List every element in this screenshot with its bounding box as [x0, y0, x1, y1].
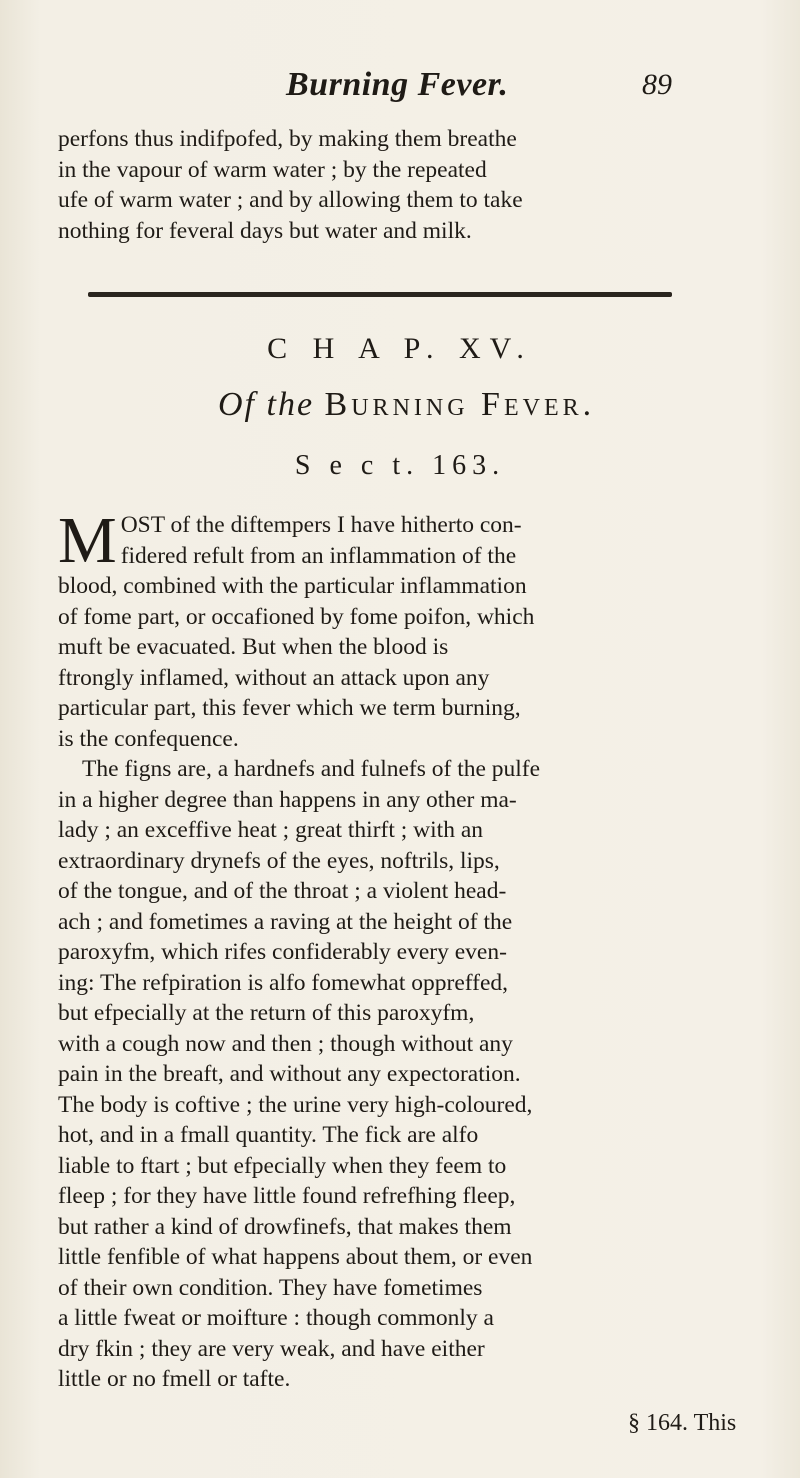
drop-cap: M	[58, 504, 117, 577]
text-line: little fenfible of what happens about them, or even	[58, 1244, 533, 1270]
text-line: in the vapour of warm water ; by the repeated	[58, 156, 487, 183]
text-line: fidered refult from an inflammation of the	[120, 542, 517, 569]
text-line: hot, and in a fmall quantity. The fick are alfo	[58, 1122, 479, 1148]
text-line: a little fweat or moifture : though commonly a	[58, 1305, 494, 1331]
text-line: of the tongue, and of the throat ; a violent head-	[58, 878, 507, 904]
section-divider	[88, 292, 672, 297]
text-line: paroxyfm, which rifes confiderably every even-	[58, 939, 507, 965]
page-number: 89	[642, 68, 672, 101]
text-line: particular part, this fever which we term burning,	[58, 695, 521, 721]
catchword: § 164. This	[628, 1410, 737, 1436]
body-text	[58, 504, 748, 1395]
text-line: but rather a kind of drowfinefs, that makes them	[58, 1213, 512, 1240]
text-line: fleep ; for they have little found refrefhing fleep,	[58, 1183, 516, 1209]
chapter-title	[218, 386, 595, 424]
text-line: little or no fmell or tafte.	[58, 1366, 291, 1392]
text-line: OST of the diftempers I have hitherto con-	[120, 512, 522, 538]
text-line: ufe of warm water ; and by allowing them to take	[58, 187, 523, 213]
running-title: Burning Fever.	[286, 66, 509, 103]
text-line: but efpecially at the return of this paroxyfm,	[58, 1000, 475, 1026]
text-line: of fome part, or occafioned by fome poifon, which	[58, 603, 535, 630]
text-line: extraordinary drynefs of the eyes, noftrils, lips,	[58, 847, 500, 874]
text-line: perfons thus indifpofed, by making them breathe	[58, 126, 517, 152]
text-line: lady ; an exceffive heat ; great thirft ; with an	[58, 817, 484, 843]
page-header	[0, 66, 800, 106]
text-line: ftrongly inflamed, without an attack upon any	[58, 664, 490, 691]
text-line: pain in the breaft, and without any expectoration.	[58, 1061, 521, 1087]
text-line: dry fkin ; they are very weak, and have either	[58, 1335, 485, 1362]
section-heading: S e c t. 163.	[294, 450, 506, 481]
text-line: The body is coftive ; the urine very high-coloured,	[58, 1091, 533, 1118]
chapter-title-main: Burning Fever.	[324, 386, 596, 423]
text-line: ach ; and fometimes a raving at the height of the	[58, 908, 513, 935]
text-line: with a cough now and then ; though without any	[58, 1030, 513, 1057]
text-line: nothing for feveral days but water and milk.	[58, 217, 472, 244]
text-line: liable to ftart ; but efpecially when they feem to	[58, 1152, 507, 1179]
text-line: The figns are, a hardnefs and fulnefs of the pulfe	[82, 756, 541, 782]
text-line: muft be evacuated. But when the blood is	[58, 634, 449, 660]
text-line: blood, combined with the particular inflammation	[58, 573, 527, 599]
text-line: ing: The refpiration is alfo fomewhat oppreffed,	[58, 969, 509, 996]
text-line: of their own condition. They have fometimes	[58, 1274, 483, 1301]
intro-paragraph	[58, 124, 748, 246]
text-line: in a higher degree than happens in any other ma-	[58, 786, 517, 813]
chapter-title-of: Of the	[218, 386, 315, 423]
text-line: is the confequence.	[58, 725, 239, 752]
chapter-label: C H A P. XV.	[267, 332, 533, 365]
